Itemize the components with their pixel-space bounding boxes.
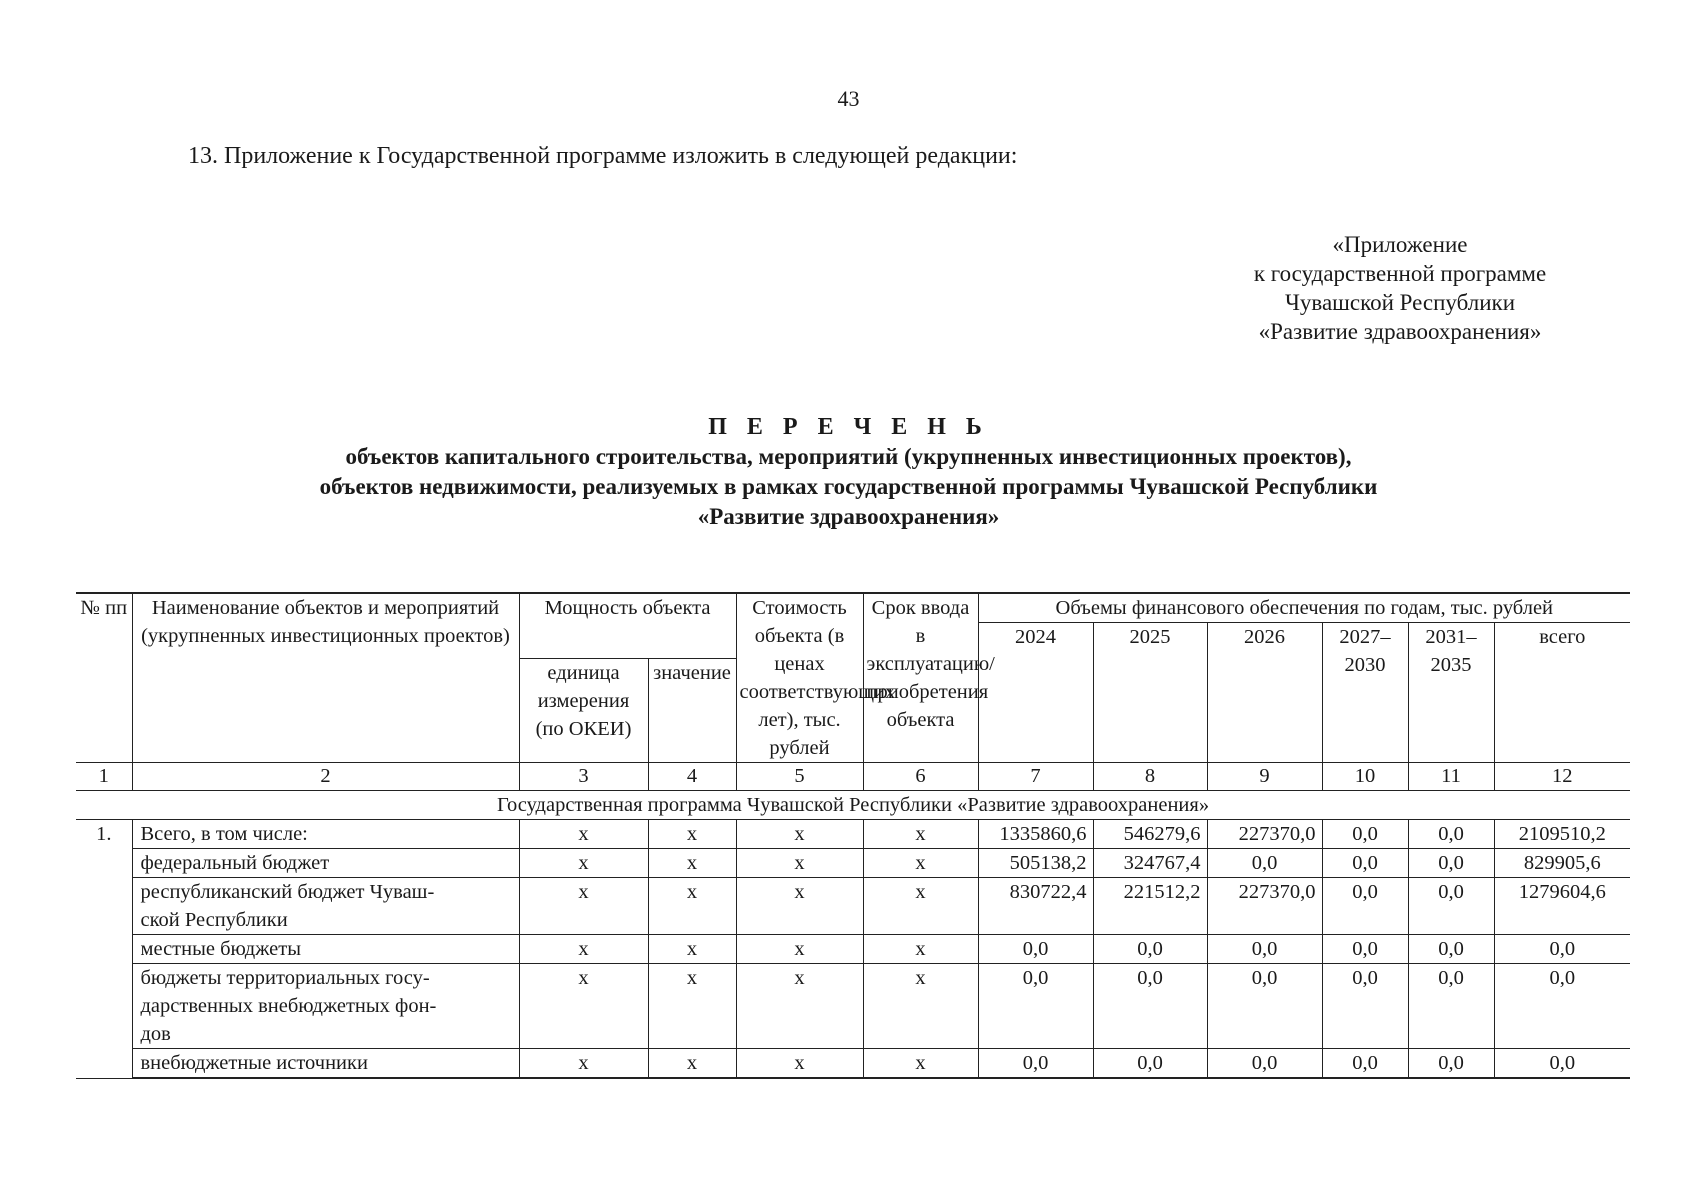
column-number: 9 [1207, 763, 1322, 791]
column-number: 12 [1494, 763, 1630, 791]
column-number: 2 [132, 763, 519, 791]
cell-2027-2030: 0,0 [1322, 935, 1408, 964]
cell-2024: 1335860,6 [978, 820, 1093, 849]
cell-2024: 0,0 [978, 935, 1093, 964]
cell-2026: 0,0 [1207, 849, 1322, 878]
cell-term: x [863, 1049, 978, 1079]
row-name: внебюджетные источники [132, 1049, 519, 1079]
cell-2031-2035: 0,0 [1408, 935, 1494, 964]
cell-2024: 0,0 [978, 964, 1093, 1049]
column-number: 3 [519, 763, 648, 791]
cell-value: x [648, 935, 736, 964]
cell-term: x [863, 878, 978, 935]
header-year: 2027–2030 [1322, 623, 1408, 763]
cell-term: x [863, 820, 978, 849]
header-value: значение [648, 659, 736, 763]
table-row [76, 849, 1630, 878]
objects-table [76, 592, 1630, 1079]
column-number: 6 [863, 763, 978, 791]
table-row [76, 878, 1630, 935]
table-row [76, 935, 1630, 964]
cell-2024: 505138,2 [978, 849, 1093, 878]
cell-cost: x [736, 849, 863, 878]
appendix-note [1200, 230, 1600, 346]
cell-2026: 227370,0 [1207, 820, 1322, 849]
title-line: объектов капитального строительства, мероприятий (укрупненных инвестиционных проектов), [345, 444, 1352, 469]
column-number: 4 [648, 763, 736, 791]
amendment-paragraph: 13. Приложение к Государственной программе изложить в следующей редакции: [188, 143, 1018, 169]
cell-value: x [648, 964, 736, 1049]
header-year: 2025 [1093, 623, 1207, 763]
row-number: 1. [76, 820, 132, 1079]
cell-2031-2035: 0,0 [1408, 964, 1494, 1049]
cell-2031-2035: 0,0 [1408, 878, 1494, 935]
cell-2025: 324767,4 [1093, 849, 1207, 878]
cell-2025: 546279,6 [1093, 820, 1207, 849]
cell-unit: x [519, 878, 648, 935]
column-number: 7 [978, 763, 1093, 791]
cell-value: x [648, 849, 736, 878]
column-number: 1 [76, 763, 132, 791]
header-cost: Стоимость объекта (в ценах соответствующих лет), тыс. рублей [736, 593, 863, 763]
cell-cost: x [736, 935, 863, 964]
cell-unit: x [519, 964, 648, 1049]
cell-2027-2030: 0,0 [1322, 820, 1408, 849]
column-number: 8 [1093, 763, 1207, 791]
cell-cost: x [736, 964, 863, 1049]
cell-2031-2035: 0,0 [1408, 849, 1494, 878]
table-row [76, 1049, 1630, 1079]
header-term: Срок ввода в эксплуатацию/ приобретения объекта [863, 593, 978, 763]
cell-total: 2109510,2 [1494, 820, 1630, 849]
header-year: 2024 [978, 623, 1093, 763]
cell-2027-2030: 0,0 [1322, 849, 1408, 878]
appendix-note-line: «Приложение [1332, 232, 1468, 257]
cell-2027-2030: 0,0 [1322, 964, 1408, 1049]
cell-unit: x [519, 849, 648, 878]
cell-total: 0,0 [1494, 935, 1630, 964]
cell-2026: 227370,0 [1207, 878, 1322, 935]
cell-2031-2035: 0,0 [1408, 820, 1494, 849]
cell-2025: 221512,2 [1093, 878, 1207, 935]
header-year: 2026 [1207, 623, 1322, 763]
cell-cost: x [736, 820, 863, 849]
appendix-note-line: Чувашской Республики [1284, 290, 1516, 315]
table-row [76, 820, 1630, 849]
page-number: 43 [837, 86, 860, 111]
cell-unit: x [519, 820, 648, 849]
cell-term: x [863, 964, 978, 1049]
cell-2031-2035: 0,0 [1408, 1049, 1494, 1079]
header-no: № пп [76, 593, 132, 763]
column-numbers-row [76, 763, 1630, 791]
row-name: Всего, в том числе: [132, 820, 519, 849]
column-number: 5 [736, 763, 863, 791]
cell-term: x [863, 935, 978, 964]
table-row [76, 964, 1630, 1049]
cell-2026: 0,0 [1207, 935, 1322, 964]
cell-value: x [648, 1049, 736, 1079]
title-word: П Е Р Е Ч Е Н Ь [708, 414, 989, 440]
section-title: Государственная программа Чувашской Республики «Развитие здравоохранения» [76, 791, 1630, 820]
header-row [76, 593, 1630, 623]
header-name: Наименование объектов и мероприятий (укрупненных инвестиционных проектов) [132, 593, 519, 763]
cell-2027-2030: 0,0 [1322, 878, 1408, 935]
cell-total: 829905,6 [1494, 849, 1630, 878]
cell-2027-2030: 0,0 [1322, 1049, 1408, 1079]
cell-unit: x [519, 935, 648, 964]
cell-2025: 0,0 [1093, 964, 1207, 1049]
cell-cost: x [736, 1049, 863, 1079]
cell-2025: 0,0 [1093, 935, 1207, 964]
header-funding: Объемы финансового обеспечения по годам, тыс. рублей [978, 593, 1630, 623]
cell-value: x [648, 820, 736, 849]
appendix-note-line: «Развитие здравоохранения» [1258, 319, 1542, 344]
column-number: 11 [1408, 763, 1494, 791]
cell-value: x [648, 878, 736, 935]
appendix-note-line: к государственной программе [1253, 261, 1547, 286]
cell-cost: x [736, 878, 863, 935]
title-line: объектов недвижимости, реализуемых в рамках государственной программы Чувашской Республики [319, 474, 1378, 499]
cell-2024: 0,0 [978, 1049, 1093, 1079]
cell-2026: 0,0 [1207, 964, 1322, 1049]
header-unit: единица измерения (по ОКЕИ) [519, 659, 648, 763]
cell-2024: 830722,4 [978, 878, 1093, 935]
title-line: «Развитие здравоохранения» [697, 504, 1000, 529]
row-name: местные бюджеты [132, 935, 519, 964]
row-name: бюджеты территориальных госу- дарственных внебюджетных фон- дов [132, 964, 519, 1049]
document-title [0, 412, 1697, 532]
column-number: 10 [1322, 763, 1408, 791]
cell-total: 0,0 [1494, 964, 1630, 1049]
cell-unit: x [519, 1049, 648, 1079]
header-year: 2031–2035 [1408, 623, 1494, 763]
cell-2026: 0,0 [1207, 1049, 1322, 1079]
header-capacity: Мощность объекта [519, 593, 736, 659]
cell-total: 1279604,6 [1494, 878, 1630, 935]
cell-total: 0,0 [1494, 1049, 1630, 1079]
cell-2025: 0,0 [1093, 1049, 1207, 1079]
section-row [76, 791, 1630, 820]
row-name: республиканский бюджет Чуваш- ской Республики [132, 878, 519, 935]
row-name: федеральный бюджет [132, 849, 519, 878]
header-year-total: всего [1494, 623, 1630, 763]
cell-term: x [863, 849, 978, 878]
